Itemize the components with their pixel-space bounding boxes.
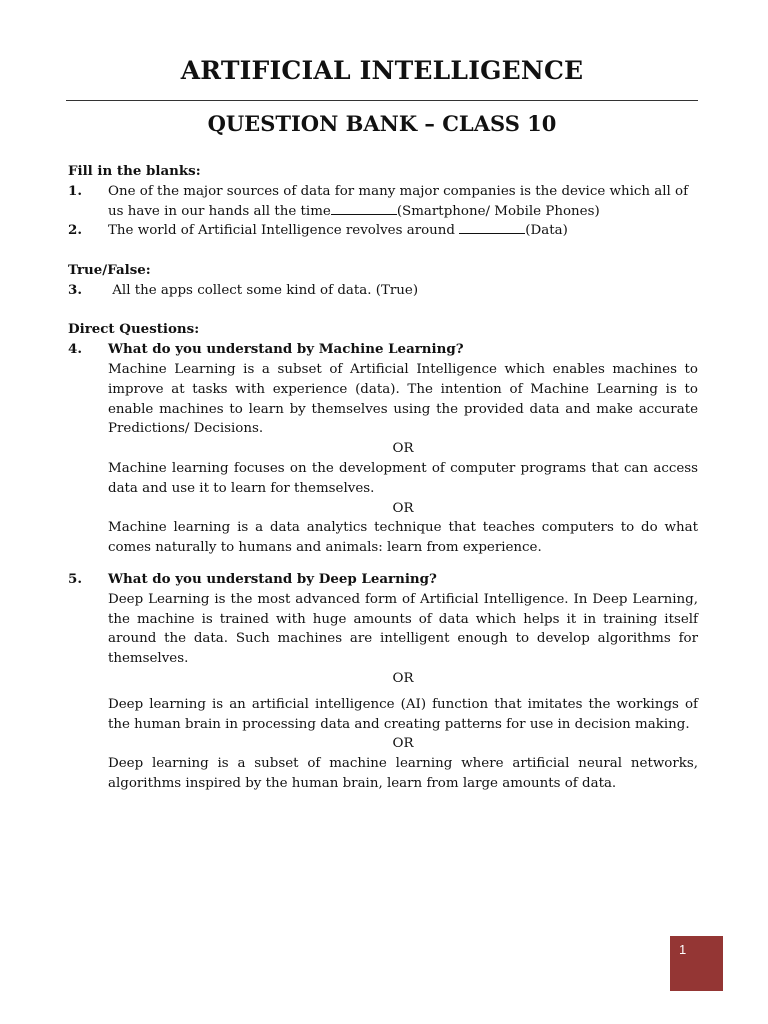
- question-1: [68, 182, 698, 222]
- question-title: What do you understand by Machine Learning?: [108, 341, 464, 358]
- true-false-heading: True/False:: [68, 261, 151, 278]
- question-title: What do you understand by Deep Learning?: [108, 570, 437, 587]
- answer-paragraph: Machine learning is a data analytics technique that teaches computers to do what comes naturally to humans and animals: learn from experience.: [108, 520, 698, 556]
- question-number: 1.: [68, 182, 82, 199]
- or-separator: OR: [392, 441, 414, 457]
- answer-paragraph: Deep Learning is the most advanced form of Artificial Intelligence. In Deep Learning, the machine is trained with huge amounts of data which helps it in training itself around the data. Such machines are intelligent enough to develop algorithms for themselves.: [108, 591, 698, 667]
- or-separator: OR: [392, 670, 414, 686]
- question-3: [68, 281, 698, 301]
- document-subtitle: QUESTION BANK – CLASS 10: [207, 111, 557, 136]
- question-text: us have in our hands all the time: [108, 203, 331, 219]
- title-divider: [66, 100, 698, 101]
- page-number: 1: [679, 942, 687, 957]
- question-2: [68, 221, 698, 241]
- answer-paragraph: Deep learning is a subset of machine learning where artificial neural networks, algorithms inspired by the human brain, learn from large amounts of data.: [108, 756, 698, 791]
- page-number-badge: [670, 936, 723, 991]
- question-text: All the apps collect some kind of data. (True): [108, 282, 419, 298]
- question-number: 2.: [68, 222, 82, 239]
- question-text: The world of Artificial Intelligence revolves around: [108, 223, 460, 239]
- answer-paragraph: Deep learning is an artificial intelligence (AI) function that imitates the workings of the human brain in processing data and creating patterns for use in decision making.: [108, 696, 698, 732]
- document-title: ARTIFICIAL INTELLIGENCE: [180, 56, 584, 85]
- answer-text: (Smartphone/ Mobile Phones): [396, 203, 600, 219]
- question-4: [68, 340, 698, 558]
- direct-questions-heading: Direct Questions:: [68, 321, 200, 338]
- question-number: 5.: [68, 570, 82, 587]
- question-number: 3.: [68, 281, 82, 298]
- answer-blank: [331, 202, 397, 215]
- answer-paragraph: Machine Learning is a subset of Artificial Intelligence which enables machines to improve at tasks with experience (data). The intention of Machine Learning is to enable machines to learn by themselves using the provided data and make accurate Predictions/ Decisions.: [108, 361, 698, 437]
- question-text: One of the major sources of data for many major companies is the device which all of: [108, 183, 689, 199]
- answer-text: (Data): [525, 223, 568, 239]
- question-content: [68, 162, 698, 794]
- question-5: [68, 570, 698, 794]
- or-separator: OR: [392, 500, 414, 516]
- or-separator: OR: [392, 736, 414, 752]
- question-number: 4.: [68, 341, 82, 358]
- fill-blanks-heading: Fill in the blanks:: [68, 163, 201, 179]
- answer-blank: [459, 221, 525, 234]
- answer-paragraph: Machine learning focuses on the development of computer programs that can access data and use it to learn for themselves.: [108, 460, 698, 496]
